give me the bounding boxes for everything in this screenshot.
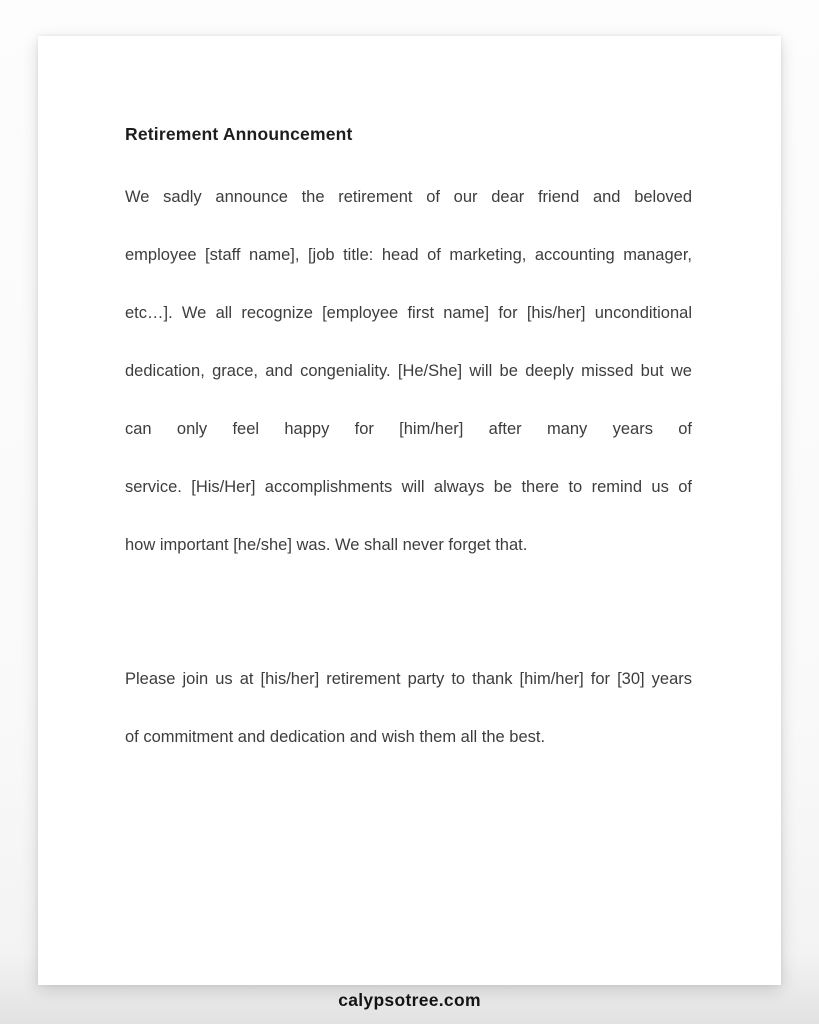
paragraph-line: of commitment and dedication and wish them all the best. (125, 728, 546, 746)
paragraph-line: can only feel happy for [him/her] after many years of (125, 420, 692, 438)
announcement-paragraph (125, 187, 692, 593)
invitation-paragraph (125, 669, 692, 785)
paragraph-line: employee [staff name], [job title: head of marketing, accounting manager, (125, 246, 692, 264)
paragraph-line: etc…]. We all recognize [employee first name] for [his/her] unconditional (125, 304, 692, 322)
paragraph-line: Please join us at [his/her] retirement party to thank [him/her] for [30] years (125, 670, 692, 688)
paragraph-line: how important [he/she] was. We shall never forget that. (125, 536, 528, 554)
site-footer (0, 990, 819, 1011)
document-page (38, 36, 781, 985)
document-title: Retirement Announcement (125, 124, 353, 144)
paragraph-line: We sadly announce the retirement of our dear friend and beloved (125, 188, 692, 206)
site-name-watermark: calypsotree.com (338, 990, 481, 1010)
paragraph-line: dedication, grace, and congeniality. [He/She] will be deeply missed but we (125, 362, 692, 380)
paragraph-line: service. [His/Her] accomplishments will always be there to remind us of (125, 478, 692, 496)
